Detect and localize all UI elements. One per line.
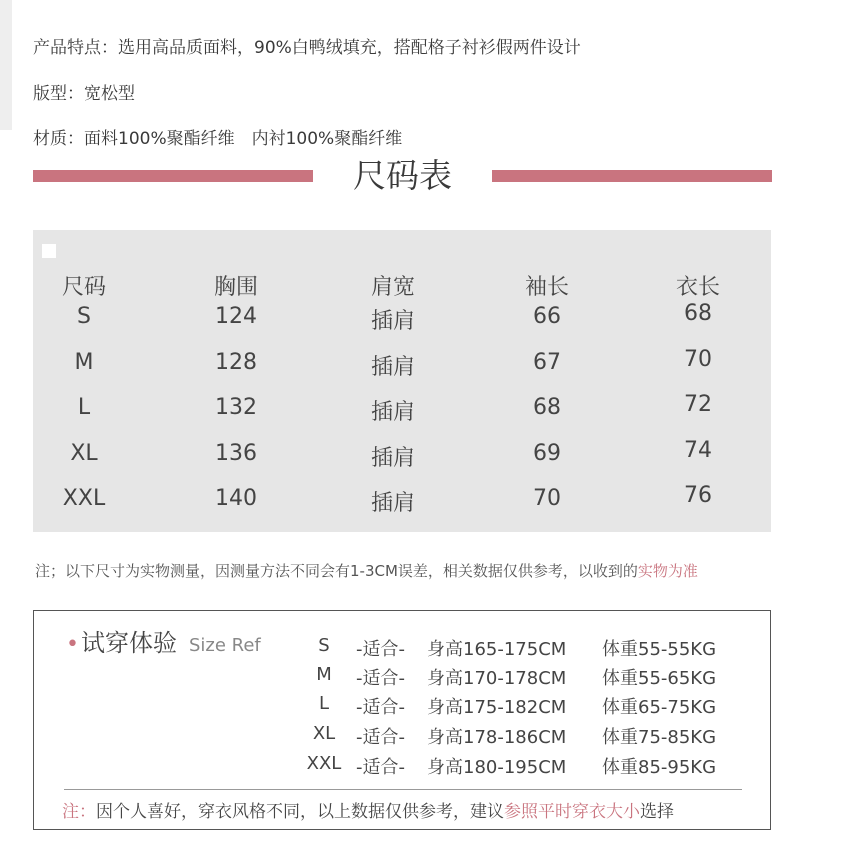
fit-type-text: 版型：宽松型 — [33, 84, 135, 104]
fit-row-weight: 体重55-65KG — [602, 668, 717, 689]
table-cell: L — [77, 395, 91, 420]
table-cell: 72 — [684, 392, 712, 417]
table-cell: 插肩 — [370, 400, 415, 425]
size-table — [33, 230, 771, 532]
fit-subtitle: Size Ref — [188, 635, 261, 656]
fit-row-height: 身高170-178CM — [427, 668, 567, 689]
fit-note-suffix: 选择 — [640, 802, 674, 822]
table-header-length: 衣长 — [675, 275, 720, 300]
table-cell: 插肩 — [370, 491, 415, 516]
fit-row-sep: -适合- — [356, 697, 405, 718]
fit-experience-title — [66, 623, 261, 658]
table-cell: 70 — [684, 347, 712, 372]
table-cell: XXL — [62, 486, 106, 511]
table-cell: M — [74, 350, 94, 375]
table-cell: 插肩 — [370, 355, 415, 380]
fit-note-body: 因个人喜好，穿衣风格不同，以上数据仅供参考，建议 — [96, 802, 504, 822]
fit-row-height: 身高180-195CM — [427, 757, 567, 778]
table-cell: 128 — [215, 350, 257, 375]
fit-row-size: XL — [312, 723, 336, 744]
title-divider-right — [492, 170, 772, 182]
fit-row-weight: 体重75-85KG — [602, 727, 717, 748]
table-cell: 69 — [533, 441, 561, 466]
fit-row-size: M — [316, 664, 332, 685]
table-cell: 74 — [684, 438, 712, 463]
product-features-text: 产品特点：选用高品质面料，90%白鸭绒填充，搭配格子衬衫假两件设计 — [33, 38, 581, 58]
size-chart-title: 尺码表 — [353, 156, 452, 195]
fit-note-prefix: 注： — [62, 802, 96, 822]
table-cell: 76 — [684, 483, 712, 508]
table-cell: 136 — [215, 441, 257, 466]
table-cell: XL — [70, 441, 98, 466]
fit-row-sep: -适合- — [356, 639, 405, 660]
fit-row-sep: -适合- — [356, 727, 405, 748]
title-divider-left — [33, 170, 313, 182]
table-cell: 68 — [533, 395, 561, 420]
table-cell: 70 — [533, 486, 561, 511]
table-header-shoulder: 肩宽 — [370, 275, 415, 300]
fit-row-height: 身高178-186CM — [427, 727, 567, 748]
table-header-chest: 胸围 — [213, 275, 258, 300]
table-cell: 140 — [215, 486, 257, 511]
table-cell: 插肩 — [370, 309, 415, 334]
fit-row-weight: 体重85-95KG — [602, 757, 717, 778]
fit-row-weight: 体重65-75KG — [602, 697, 717, 718]
fit-row-sep: -适合- — [356, 757, 405, 778]
fit-row-size: L — [318, 693, 330, 714]
table-cell: 124 — [215, 304, 257, 329]
table-cell: 68 — [684, 301, 712, 326]
table-cell: 插肩 — [370, 446, 415, 471]
table-header-sleeve: 袖长 — [524, 275, 569, 300]
corner-mark — [42, 244, 56, 258]
material-text: 材质：面料100%聚酯纤维 内衬100%聚酯纤维 — [33, 129, 403, 149]
bullet-dot-icon: • — [66, 632, 79, 657]
fit-row-height: 身高165-175CM — [427, 639, 567, 660]
divider — [64, 789, 742, 790]
table-cell: 132 — [215, 395, 257, 420]
measurement-note-text: 注；以下尺寸为实物测量，因测量方法不同会有1-3CM误差，相关数据仅供参考，以收到的 — [35, 562, 638, 580]
fit-note-highlight: 参照平时穿衣大小 — [504, 802, 640, 822]
fit-row-size: S — [318, 635, 330, 656]
fit-row-weight: 体重55-55KG — [602, 639, 717, 660]
fit-row-height: 身高175-182CM — [427, 697, 567, 718]
table-cell: S — [77, 304, 91, 329]
fit-row-sep: -适合- — [356, 668, 405, 689]
fit-note — [62, 797, 674, 822]
table-cell: 66 — [533, 304, 561, 329]
fit-experience-box — [33, 610, 771, 830]
left-edge-strip — [0, 0, 12, 130]
fit-title-text: 试穿体验 — [80, 629, 177, 657]
table-cell: 67 — [533, 350, 561, 375]
measurement-note — [35, 560, 698, 581]
measurement-note-highlight: 实物为准 — [637, 562, 698, 580]
fit-row-size: XXL — [306, 753, 342, 774]
table-header-size: 尺码 — [61, 275, 106, 300]
